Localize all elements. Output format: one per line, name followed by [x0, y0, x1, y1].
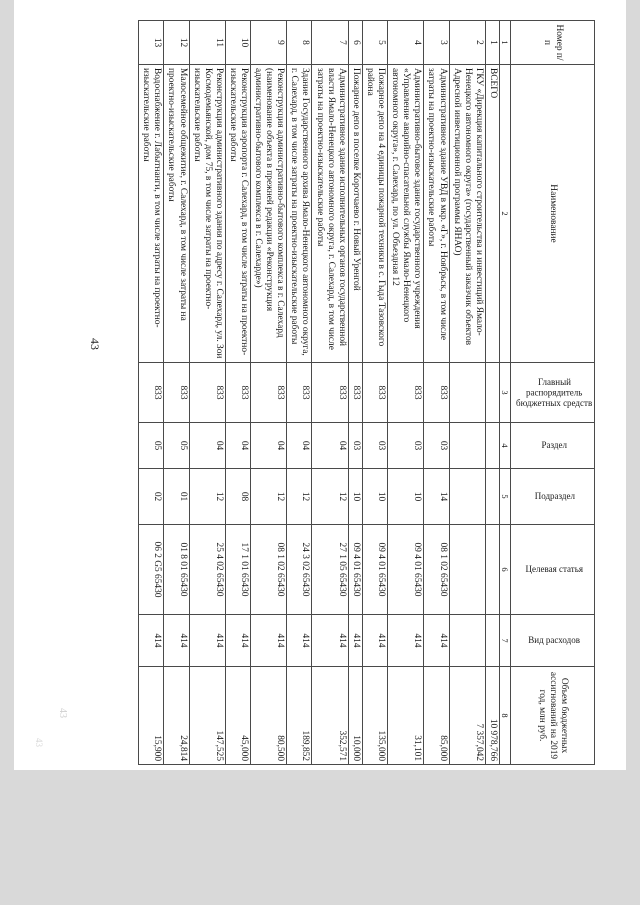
- page-number: 43: [88, 338, 102, 350]
- header-amount: Объем бюджетных ассигнований на 2019 год, млн руб.: [510, 667, 594, 765]
- cell-vr: 414: [424, 615, 449, 667]
- cell-amount: 147,525: [189, 667, 225, 765]
- cell-podrazdel: [485, 469, 499, 525]
- colnum: 5: [499, 469, 510, 525]
- cell-cs: 08 1 02 65430: [424, 525, 449, 615]
- cell-num: 4: [388, 21, 424, 65]
- cell-vr: 414: [251, 615, 287, 667]
- cell-name: Реконструкция административного здания по адресу г. Салехард, ул. Зои Космодемьянской, дом 75, в том числе затраты на проектно-изыскательские работы: [189, 65, 225, 363]
- cell-podrazdel: 14: [424, 469, 449, 525]
- cell-name: ВСЕГО: [485, 65, 499, 363]
- cell-cs: 08 1 02 65430: [251, 525, 287, 615]
- header-podrazdel: Подраздел: [510, 469, 594, 525]
- table-row: [449, 21, 485, 765]
- cell-podrazdel: [449, 469, 485, 525]
- colnum: 8: [499, 667, 510, 765]
- cell-podrazdel: 12: [251, 469, 287, 525]
- cell-vr: 414: [139, 615, 164, 667]
- colnum: 7: [499, 615, 510, 667]
- cell-razdel: 04: [287, 423, 312, 469]
- cell-razdel: 04: [251, 423, 287, 469]
- cell-grbs: [449, 363, 485, 423]
- cell-amount: 7 357,042: [449, 667, 485, 765]
- cell-grbs: 833: [424, 363, 449, 423]
- cell-amount: 45,000: [225, 667, 250, 765]
- colnum: 4: [499, 423, 510, 469]
- cell-podrazdel: 08: [225, 469, 250, 525]
- cell-cs: 06 2 G5 65430: [139, 525, 164, 615]
- cell-podrazdel: 01: [164, 469, 189, 525]
- cell-amount: 85,000: [424, 667, 449, 765]
- cell-cs: 25 4 02 65430: [189, 525, 225, 615]
- cell-razdel: 03: [362, 423, 387, 469]
- cell-num: 5: [362, 21, 387, 65]
- cell-cs: 09 4 01 65430: [348, 525, 362, 615]
- colnum: 3: [499, 363, 510, 423]
- cell-vr: 414: [388, 615, 424, 667]
- cell-amount: 10,000: [348, 667, 362, 765]
- cell-num: 11: [189, 21, 225, 65]
- cell-vr: 414: [362, 615, 387, 667]
- cell-grbs: 833: [189, 363, 225, 423]
- table-row: [189, 21, 225, 765]
- cell-amount: 135,000: [362, 667, 387, 765]
- table-row: [251, 21, 287, 765]
- header-cs: Целевая статья: [510, 525, 594, 615]
- cell-razdel: [485, 423, 499, 469]
- cell-grbs: 833: [312, 363, 348, 423]
- cell-razdel: [449, 423, 485, 469]
- cell-podrazdel: 02: [139, 469, 164, 525]
- cell-name: Административно-бытовое здание государственного учреждения «Управление аварийно-спасательной службы Ямало-Ненецкого автономного округа», г. Салехард, по ул. Объездная 12: [388, 65, 424, 363]
- table-body: [139, 21, 500, 765]
- colnum: 2: [499, 65, 510, 363]
- cell-cs: 01 8 01 65430: [164, 525, 189, 615]
- table-row: [164, 21, 189, 765]
- faint-page-stamp: 43: [57, 708, 68, 718]
- cell-name: Реконструкция административно-бытового комплекса в г. Салехард (наименование объекта в прежней редакции «Реконструкция административно-бытового комплекса в г. Салехарде»): [251, 65, 287, 363]
- table-row: [139, 21, 164, 765]
- cell-amount: 352,571: [312, 667, 348, 765]
- cell-vr: 414: [164, 615, 189, 667]
- header-vr: Вид расходов: [510, 615, 594, 667]
- column-number-row: [499, 21, 510, 765]
- cell-name: Реконструкция аэропорта г. Салехард, в том числе затраты на проектно-изыскательские работы: [225, 65, 250, 363]
- cell-podrazdel: 12: [189, 469, 225, 525]
- cell-num: 3: [424, 21, 449, 65]
- header-num: Номер п/п: [510, 21, 594, 65]
- cell-num: 8: [287, 21, 312, 65]
- cell-grbs: 833: [348, 363, 362, 423]
- cell-vr: 414: [189, 615, 225, 667]
- cell-razdel: 05: [139, 423, 164, 469]
- header-grbs: Главный распорядитель бюджетных средств: [510, 363, 594, 423]
- cell-num: 13: [139, 21, 164, 65]
- table-row: [312, 21, 348, 765]
- budget-table: [138, 20, 595, 765]
- cell-cs: 09 4 01 65430: [362, 525, 387, 615]
- cell-razdel: 04: [225, 423, 250, 469]
- document-page: [14, 0, 626, 770]
- cell-name: Административное здание УВД в мкр. «Г», г. Ноябрьск, в том числе затраты на проектно-изыскательские работы: [424, 65, 449, 363]
- cell-razdel: 03: [424, 423, 449, 469]
- cell-vr: [449, 615, 485, 667]
- cell-grbs: 833: [164, 363, 189, 423]
- cell-cs: 09 4 01 65430: [388, 525, 424, 615]
- cell-amount: 10 978,766: [485, 667, 499, 765]
- cell-grbs: 833: [287, 363, 312, 423]
- rotated-table-container: [103, 20, 595, 764]
- cell-podrazdel: 10: [348, 469, 362, 525]
- cell-podrazdel: 12: [312, 469, 348, 525]
- table-row: [388, 21, 424, 765]
- cell-amount: 31,101: [388, 667, 424, 765]
- table-row: [485, 21, 499, 765]
- cell-podrazdel: 12: [287, 469, 312, 525]
- cell-vr: 414: [312, 615, 348, 667]
- cell-razdel: 03: [348, 423, 362, 469]
- cell-name: Административное здание исполнительных органов государственной власти Ямало-Ненецкого автономного округа, г. Салехард, в том числе затраты на проектно-изыскательские работы: [312, 65, 348, 363]
- cell-cs: [485, 525, 499, 615]
- cell-grbs: 833: [139, 363, 164, 423]
- cell-num: 7: [312, 21, 348, 65]
- cell-name: Пожарное депо в поселке Коротчаево г. Новый Уренгой: [348, 65, 362, 363]
- cell-grbs: 833: [388, 363, 424, 423]
- cell-num: 1: [485, 21, 499, 65]
- cell-name: Малосемейное общежитие, г. Салехард, в том числе затраты на проектно-изыскательские работы: [164, 65, 189, 363]
- cell-num: 10: [225, 21, 250, 65]
- cell-vr: 414: [225, 615, 250, 667]
- cell-num: 9: [251, 21, 287, 65]
- cell-num: 12: [164, 21, 189, 65]
- cell-vr: 414: [348, 615, 362, 667]
- cell-name: ГКУ «Дирекция капитального строительства и инвестиций Ямало-Ненецкого автономного округа» (государственный заказчик объектов Адресной инвестиционной программы ЯНАО): [449, 65, 485, 363]
- cell-podrazdel: 10: [362, 469, 387, 525]
- cell-podrazdel: 10: [388, 469, 424, 525]
- cell-razdel: 04: [189, 423, 225, 469]
- cell-cs: 27 1 05 65430: [312, 525, 348, 615]
- cell-amount: 80,500: [251, 667, 287, 765]
- cell-name: Водоснабжение г. Лабытнанги, в том числе затраты на проектно-изыскательские работы: [139, 65, 164, 363]
- cell-num: 6: [348, 21, 362, 65]
- cell-razdel: 03: [388, 423, 424, 469]
- colnum: 6: [499, 525, 510, 615]
- cell-name: Пожарное депо на 4 единицы пожарной техники в с. Гыда Тазовского района: [362, 65, 387, 363]
- header-name: Наименование: [510, 65, 594, 363]
- cell-razdel: 04: [312, 423, 348, 469]
- cell-grbs: 833: [251, 363, 287, 423]
- table-row: [362, 21, 387, 765]
- table-row: [424, 21, 449, 765]
- cell-vr: 414: [287, 615, 312, 667]
- cell-grbs: 833: [362, 363, 387, 423]
- cell-amount: 189,852: [287, 667, 312, 765]
- table-row: [287, 21, 312, 765]
- cell-cs: 17 1 01 65430: [225, 525, 250, 615]
- cell-amount: 15,900: [139, 667, 164, 765]
- cell-vr: [485, 615, 499, 667]
- cell-name: Здание Государственного архива Ямало-Ненецкого автономного округа, г. Салехард, в том числе затраты на проектно-изыскательские работы: [287, 65, 312, 363]
- cell-amount: 24,814: [164, 667, 189, 765]
- header-row: [510, 21, 594, 765]
- table-row: [225, 21, 250, 765]
- cell-cs: 24 3 02 65430: [287, 525, 312, 615]
- header-razdel: Раздел: [510, 423, 594, 469]
- cell-grbs: [485, 363, 499, 423]
- faint-page-stamp-2: 43: [34, 738, 44, 747]
- colnum: 1: [499, 21, 510, 65]
- cell-cs: [449, 525, 485, 615]
- cell-razdel: 05: [164, 423, 189, 469]
- cell-grbs: 833: [225, 363, 250, 423]
- cell-num: 2: [449, 21, 485, 65]
- table-row: [348, 21, 362, 765]
